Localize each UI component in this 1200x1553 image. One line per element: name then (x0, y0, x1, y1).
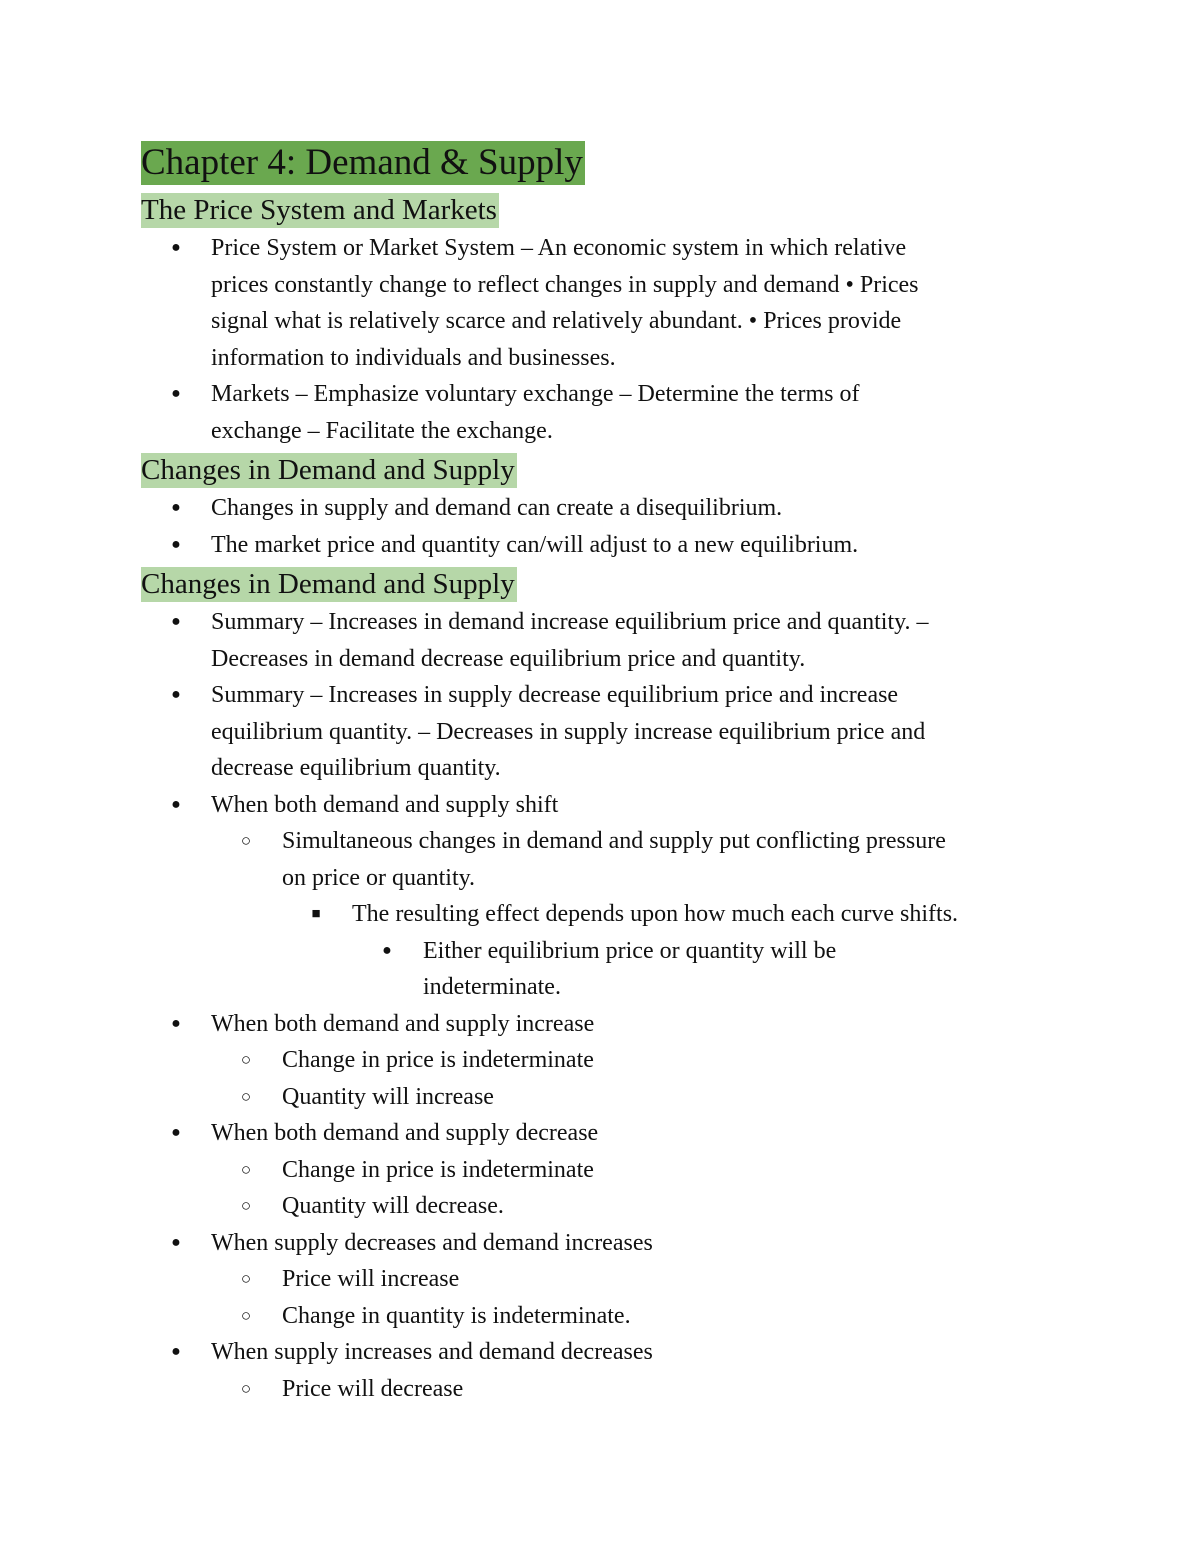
list-item-line: Either equilibrium price or quantity will be (423, 937, 837, 964)
bullet-dot-icon: ● (171, 1124, 181, 1141)
list-item-line: The market price and quantity can/will adjust to a new equilibrium. (211, 531, 859, 558)
list-item-line: signal what is relatively scarce and relatively abundant. • Prices provide (211, 308, 902, 334)
bullet-dot-icon: ● (171, 499, 181, 516)
bullet-dot-icon: ● (171, 535, 181, 553)
list-item-line: Decreases in demand decrease equilibrium price and quantity. (211, 645, 806, 672)
bullet-circle-icon: ○ (240, 1305, 252, 1325)
list-item-line: indeterminate. (423, 974, 561, 1000)
list-item-line: exchange – Facilitate the exchange. (211, 417, 553, 444)
list-item-line: information to individuals and businesses. (211, 344, 616, 371)
section-heading: The Price System and Markets (141, 194, 497, 226)
bullet-dot-icon: ● (171, 239, 181, 256)
list-item-line: When both demand and supply decrease (211, 1120, 599, 1146)
list-item-line: Quantity will increase (282, 1083, 494, 1110)
bullet-dot-icon: ● (171, 686, 181, 703)
bullet-circle-icon: ○ (240, 1378, 252, 1398)
list-item-line: Price System or Market System – An economic system in which relative (211, 235, 907, 261)
list-item-line: When supply decreases and demand increases (211, 1229, 653, 1256)
list-item-line: equilibrium quantity. – Decreases in supply increase equilibrium price and (211, 718, 926, 745)
list-item-line: Changes in supply and demand can create a disequilibrium. (211, 495, 783, 521)
list-item-line: Markets – Emphasize voluntary exchange – Determine the terms of (211, 381, 860, 407)
bullet-dot-icon: ● (382, 941, 392, 959)
section-heading: Changes in Demand and Supply (141, 568, 515, 600)
bullet-dot-icon: ● (171, 613, 181, 630)
bullet-circle-icon: ○ (240, 1050, 252, 1069)
list-item-line: on price or quantity. (282, 864, 476, 891)
list-item-line: Simultaneous changes in demand and supply put conflicting pressure (282, 828, 946, 854)
list-item-line: Change in price is indeterminate (282, 1156, 594, 1183)
list-item-line: Change in price is indeterminate (282, 1047, 594, 1073)
list-item-line: Quantity will decrease. (282, 1193, 504, 1219)
document-title: Chapter 4: Demand & Supply (141, 142, 583, 183)
list-item-line: Summary – Increases in supply decrease equilibrium price and increase (211, 682, 899, 708)
bullet-dot-icon: ● (171, 1014, 181, 1032)
bullet-dot-icon: ● (171, 1343, 181, 1360)
bullet-dot-icon: ● (171, 1233, 181, 1251)
bullet-dot-icon: ● (171, 795, 181, 813)
list-item-line: When both demand and supply increase (211, 1010, 595, 1037)
list-item-line: Change in quantity is indeterminate. (282, 1302, 631, 1329)
list-item-line: When supply increases and demand decreases (211, 1339, 653, 1365)
bullet-square-icon: ■ (311, 906, 321, 922)
list-item-line: Price will decrease (282, 1375, 464, 1402)
bullet-dot-icon: ● (171, 385, 181, 402)
list-item-line: Price will increase (282, 1266, 460, 1292)
bullet-circle-icon: ○ (240, 831, 252, 850)
bullet-circle-icon: ○ (240, 1086, 252, 1106)
bullet-circle-icon: ○ (240, 1196, 252, 1215)
list-item-line: prices constantly change to reflect changes in supply and demand • Prices (211, 271, 919, 298)
list-item-line: decrease equilibrium quantity. (211, 755, 501, 781)
list-item-line: Summary – Increases in demand increase equilibrium price and quantity. – (211, 609, 929, 635)
section-heading: Changes in Demand and Supply (141, 454, 515, 486)
bullet-circle-icon: ○ (240, 1159, 252, 1179)
list-item-line: The resulting effect depends upon how much each curve shifts. (352, 901, 959, 927)
bullet-circle-icon: ○ (240, 1269, 252, 1288)
list-item-line: When both demand and supply shift (211, 791, 559, 818)
